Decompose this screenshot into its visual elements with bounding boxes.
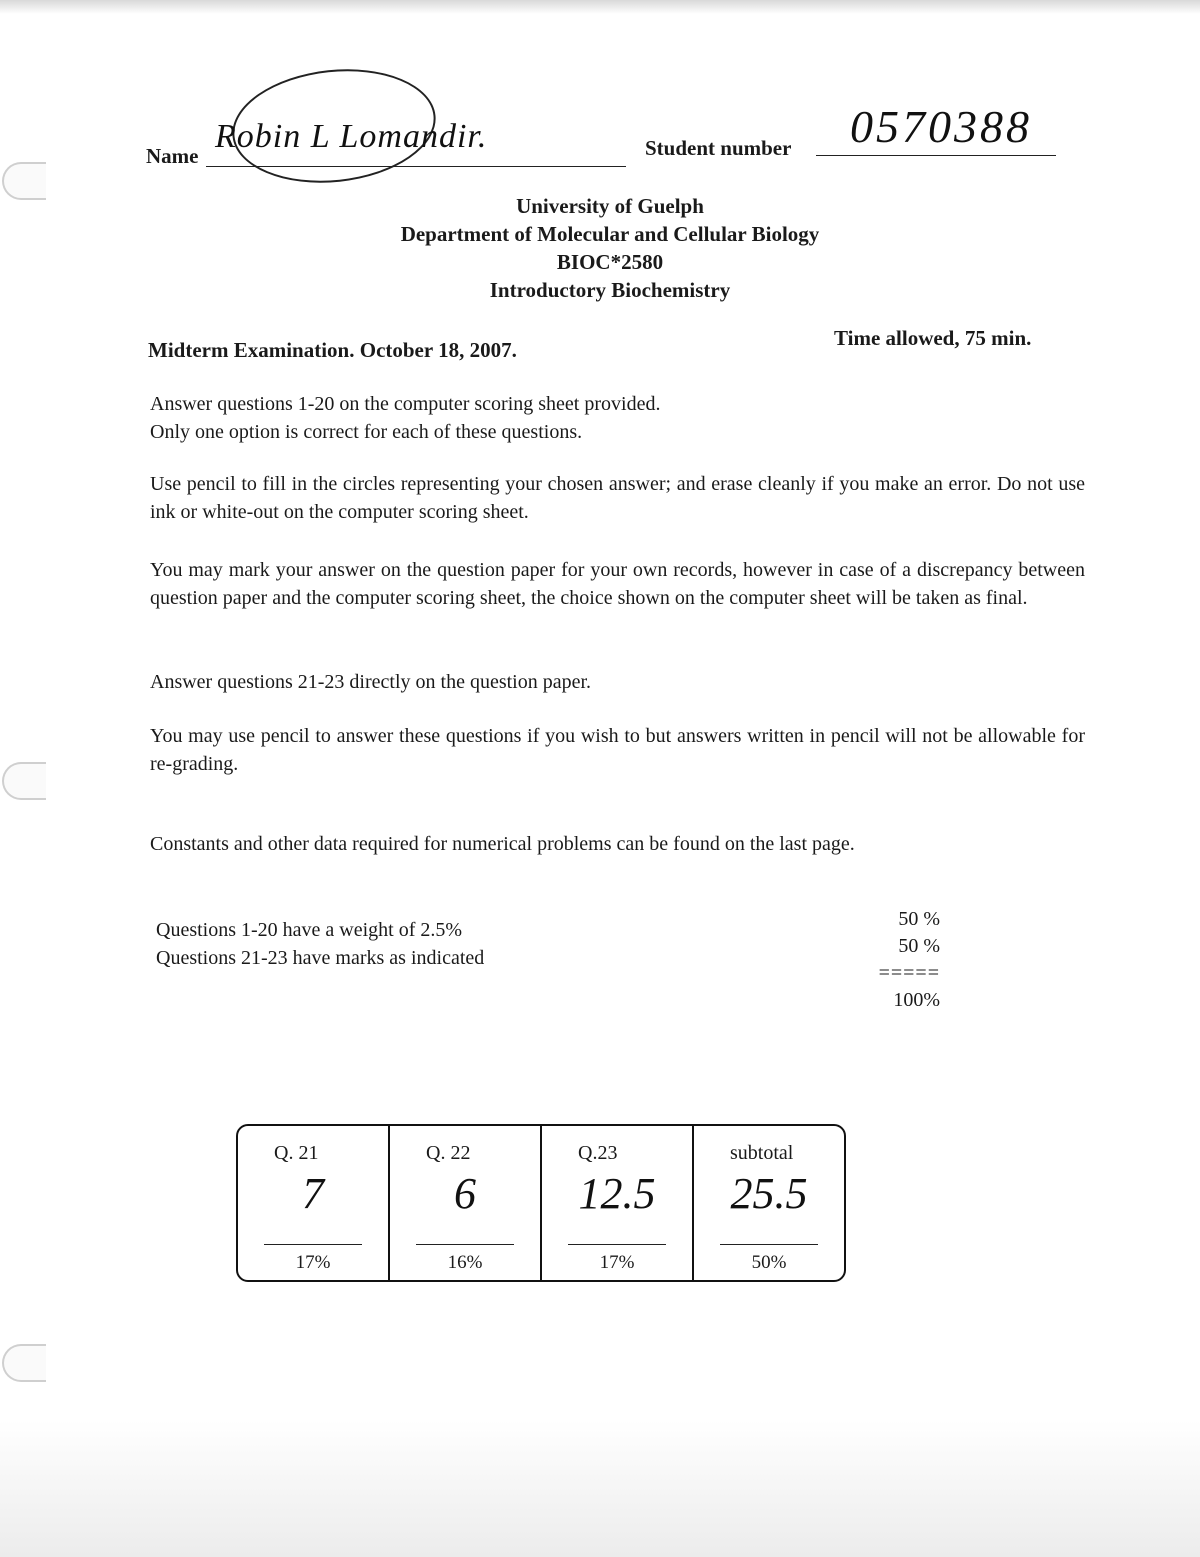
score-cell-mark: 12.5 <box>578 1169 656 1218</box>
weight-pct-2: 50 % <box>898 935 940 957</box>
instruction-line: Use pencil to fill in the circles representing your chosen answer; and erase cleanly if you make an error. Do not use ink or white-out on the computer scoring sheet. <box>150 473 1085 523</box>
time-allowed: Time allowed, 75 min. <box>834 326 1032 350</box>
score-cell-label: Q. 21 <box>274 1142 319 1164</box>
student-number-label: Student number <box>645 136 792 160</box>
weights-line-1: Questions 1-20 have a weight of 2.5% <box>156 919 463 941</box>
weights-percentages <box>860 906 940 1014</box>
punch-hole-middle <box>2 762 46 800</box>
instruction-paragraph-2 <box>150 470 1085 526</box>
course-name: Introductory Biochemistry <box>489 278 731 302</box>
score-cell-q22 <box>388 1126 540 1280</box>
instruction-paragraph-5 <box>150 722 1085 778</box>
weights-description <box>156 916 484 972</box>
course-code: BIOC*2580 <box>556 250 664 274</box>
instruction-line: Answer questions 1-20 on the computer scoring sheet provided. <box>150 393 661 415</box>
score-cell-line <box>264 1244 362 1245</box>
department-name: Department of Molecular and Cellular Biology <box>400 222 820 246</box>
instruction-paragraph-6 <box>150 830 1085 858</box>
score-cell-subtotal <box>692 1126 844 1280</box>
score-cell-q23 <box>540 1126 692 1280</box>
university-name: University of Guelph <box>516 194 704 218</box>
score-cell-weight: 50% <box>751 1252 787 1273</box>
name-label: Name <box>146 144 199 168</box>
score-cell-weight: 16% <box>447 1252 483 1273</box>
punch-hole-bottom <box>2 1344 46 1382</box>
instruction-paragraph-1 <box>150 390 1085 446</box>
name-line <box>206 166 626 167</box>
score-cell-line <box>720 1244 818 1245</box>
score-cell-mark: 25.5 <box>730 1169 808 1218</box>
score-cell-line <box>568 1244 666 1245</box>
score-cell-weight: 17% <box>599 1252 635 1273</box>
name-signature: Robin L Lomandir. <box>215 118 488 155</box>
score-cell-line <box>416 1244 514 1245</box>
student-number-value: 0570388 <box>850 101 1032 152</box>
student-number-line <box>816 155 1056 156</box>
score-cell-weight: 17% <box>295 1252 331 1273</box>
weight-separator: ===== <box>878 962 940 984</box>
instruction-paragraph-3 <box>150 556 1085 612</box>
exam-title: Midterm Examination. October 18, 2007. <box>148 338 517 362</box>
score-cell-q21 <box>238 1126 388 1280</box>
instruction-line: Constants and other data required for numerical problems can be found on the last page. <box>150 833 855 855</box>
scan-shadow-top <box>0 0 1200 14</box>
weight-total: 100% <box>893 989 940 1011</box>
weights-line-2: Questions 21-23 have marks as indicated <box>156 947 485 969</box>
instruction-line: You may use pencil to answer these questions if you wish to but answers written in pencil will not be allowable for re-grading. <box>150 725 1085 775</box>
instruction-paragraph-4 <box>150 668 1085 696</box>
score-cell-mark: 6 <box>454 1169 476 1218</box>
score-cell-label: subtotal <box>730 1142 794 1164</box>
score-cell-mark: 7 <box>302 1169 324 1218</box>
instruction-line: Answer questions 21-23 directly on the question paper. <box>150 671 592 693</box>
weight-pct-1: 50 % <box>898 908 940 930</box>
scan-shadow-bottom <box>0 1420 1200 1557</box>
score-cell-label: Q. 22 <box>426 1142 471 1164</box>
instruction-line: Only one option is correct for each of these questions. <box>150 421 583 443</box>
exam-header <box>300 192 920 304</box>
score-cell-label: Q.23 <box>578 1142 618 1164</box>
score-table <box>236 1124 846 1282</box>
instruction-line: You may mark your answer on the question paper for your own records, however in case of a discrepancy between question paper and the computer scoring sheet, the choice shown on the computer sheet will be taken as final. <box>150 559 1085 609</box>
punch-hole-top <box>2 162 46 200</box>
